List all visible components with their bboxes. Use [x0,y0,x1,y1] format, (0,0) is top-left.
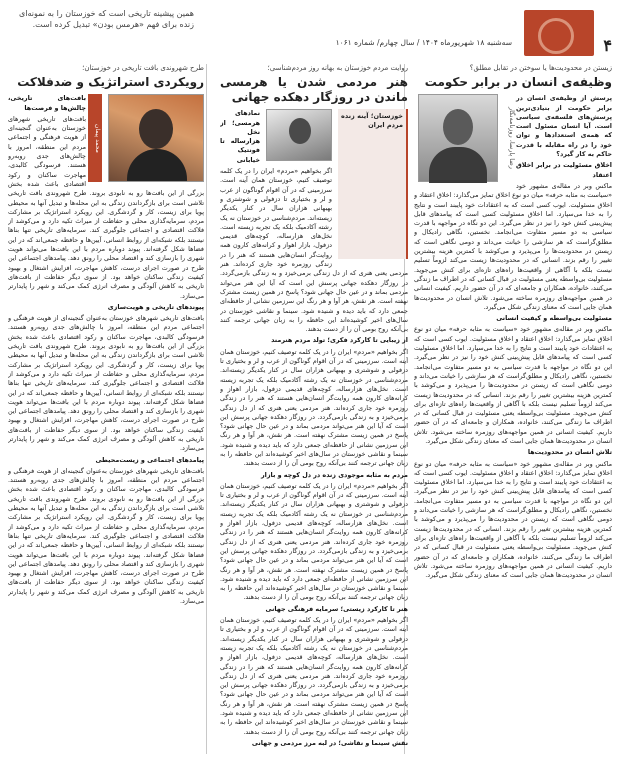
article-subhead: مردم به مثابه موجودی زنده در دل کوچه و بازار [261,470,408,479]
article-body: اگر بخواهیم «مردم» ایران را در یک کلمه توصیف کنیم، خوزستان همان آینه است. سرزمینی که در آن اقوام گوناگون از عرب و لر و بختیاری تا دزفولی و شوشتری و بهبهانی هزاران سال در کنار یکدیگر زیسته‌اند. مردم‌شناسی در خوزستان نه یک رشته آکادمیک بلکه یک تجربه زیسته است. نخل‌های هزارساله، کوچه‌های قدیمی دزفول، بازار اهواز و کرانه‌های کارون همه روایت‌گر انسان‌هایی هستند که هنر را در زندگی روزمره خود جاری کرده‌اند. هنر مردمی یعنی هنری که از دل زندگی برمی‌خیزد و به زندگی بازمی‌گردد. در روزگار دهکده جهانی پرسش این است که آیا این هنر می‌تواند مردمی بماند و در عین حال جهانی شود؟ پاسخ در همین زیست مشترک نهفته است. هر نقش، هر آوا و هر رنگ این سرزمین نشانی از حافظه‌ای جمعی دارد که باید دیده و شنیده شود. سینما و نقاشی خوزستان در سال‌های اخیر کوشیده‌اند این حافظه را به زبان جهانی ترجمه کنند بی‌آنکه روح بومی آن را از دست بدهند. [220,616,408,736]
article-khuzestan-art [220,64,408,754]
issue-line: سه‌شنبه ۱۸ شهریور‌ماه ۱۴۰۴ / سال چهارم/ شماره ۱۰۶۱ [335,38,512,47]
article-subhead: نمادهای هرمسی؛ از نخل هزارساله تا فونتیک خیابانی [220,109,260,164]
author-photo [418,94,498,182]
article-subhead: مسئولیت بی‌واسطه و کیفیت انسانی [496,314,612,323]
column-divider [206,64,207,754]
article-title: رویکردی استراتژیک و ضدفلاکت [17,75,204,90]
article-lead: پرسش از وظیفه‌ی انسان در برابر حکومت از بنیادی‌ترین پرسش‌های فلسفه‌ی سیاسی است. آیا انسان مسئول است که همه‌ی استعدادها و توان خود را در راه مقابله با قدرت حاکم به کار گیرد؟ [516,94,612,159]
article-photo [266,109,332,161]
article-body: ماکس وبر در مقاله‌ی مشهور خود «سیاست به مثابه حرفه» میان دو نوع اخلاق تمایز می‌گذارد: اخلاق اعتقاد و اخلاق مسئولیت. ایوب کسی است که به اعتقادات خود پایبند است و نتایج را به خدا می‌سپارد. اما اخلاق مسئولیت کسی است که پیامدهای قابل پیش‌بینی کنش خود را نیز در نظر می‌گیرد. این دو نگاه در مواجهه با قدرت سیاسی به دو مسیر متفاوت می‌انجامد. نخستین، نگاهی رادیکال و مطلق‌گراست که هر سازشی را خیانت می‌داند و دومی نگاهی است که زیستن در محدودیت‌ها را می‌پذیرد و می‌کوشد با کمترین هزینه بیشترین تغییر را رقم بزند. انسانی که در محدودیت‌ها زیست می‌کند لزوماً تسلیم نیست بلکه با آگاهی از واقعیت‌ها راه‌های تازه‌ای برای کنش می‌جوید. مسئولیت بی‌واسطه یعنی مسئولیت در قبال کسانی که در اطراف ما زندگی می‌کنند، خانواده، همکاران و جامعه‌ای که در آن حضور داریم. کیفیت انسانی در همین مواجهه‌های روزمره ساخته می‌شود. تلاش انسان در محدودیت‌ها همان جایی است که معنای زندگی شکل می‌گیرد. [414,459,612,580]
author-name: محمد پیمان [88,94,102,182]
article-body: بافت‌های تاریخی شهرهای خوزستان به‌عنوان گنجینه‌ای از هویت فرهنگی و اجتماعی مردم این منطقه، امروز با چالش‌های جدی روبه‌رو هستند. فرسودگی کالبدی، مهاجرت ساکنان و رکود اقتصادی باعث شده بخش بزرگی از این بافت‌ها رو به نابودی بروند. طرح شهروندی بافت تاریخی تلاشی است برای بازگرداندن زندگی به این محله‌ها و تبدیل آنها به محیطی پویا برای زیست، کار و گردشگری. این رویکرد استراتژیک بر مشارکت مردم، سرمایه‌گذاری محلی و حفاظت از میراث تکیه دارد و می‌کوشد از فلاکت اقتصادی و اجتماعی جلوگیری کند. سرمایه‌های تاریخی تنها بناها نیستند بلکه شبکه‌ای از روابط انسانی، آیین‌ها و حافظه جمعی‌اند که در این فضاها شکل گرفته‌اند. پیوند دوباره مردم با این بافت‌ها می‌تواند هویت شهری را بازسازی کند و اقتصاد محلی را رونق دهد. پیامدهای اجتماعی این طرح در صورت اجرای درست، کاهش مهاجرت، افزایش اشتغال و بهبود کیفیت زندگی ساکنان خواهد بود. از سوی دیگر حفاظت از بافت‌های تاریخی به کاهش آلودگی و مصرف انرژی کمک می‌کند و شهر را پایدارتر می‌سازد. [8,114,204,300]
article-body: اگر بخواهیم «مردم» ایران را در یک کلمه توصیف کنیم، خوزستان همان آینه است. سرزمینی که در آن اقوام گوناگون از عرب و لر و بختیاری تا دزفولی و شوشتری و بهبهانی هزاران سال در کنار یکدیگر زیسته‌اند. مردم‌شناسی در خوزستان نه یک رشته آکادمیک بلکه یک تجربه زیسته است. نخل‌های هزارساله، کوچه‌های قدیمی دزفول، بازار اهواز و کرانه‌های کارون همه روایت‌گر انسان‌هایی هستند که هنر را در زندگی روزمره خود جاری کرده‌اند. هنر مردمی یعنی هنری که از دل زندگی برمی‌خیزد و به زندگی بازمی‌گردد. در روزگار دهکده جهانی پرسش این است که آیا این هنر می‌تواند مردمی بماند و در عین حال جهانی شود؟ پاسخ در همین زیست مشترک نهفته است. هر نقش، هر آوا و هر رنگ این سرزمین نشانی از حافظه‌ای جمعی دارد که باید دیده و شنیده شود. سینما و نقاشی خوزستان در سال‌های اخیر کوشیده‌اند این حافظه را به زبان جهانی ترجمه کنند بی‌آنکه روح بومی آن را از دست بدهند. [220,167,408,334]
author-photo [108,94,204,182]
article-kicker: زیستن در محدودیت‌ها یا سوختن در تقابل مطلق؟ [469,64,612,72]
page-header [8,8,612,54]
article-subhead: نقش سینما و نقاشی؛ در لبه مرز مردمی و جهانی [251,738,408,747]
article-ethics [414,64,612,754]
article-subhead: هنر تا کارکرد زیستی؛ سرمایه فرهنگی جهانی [265,604,408,613]
article-body: بافت‌های تاریخی شهرهای خوزستان به‌عنوان گنجینه‌ای از هویت فرهنگی و اجتماعی مردم این منطقه، امروز با چالش‌های جدی روبه‌رو هستند. فرسودگی کالبدی، مهاجرت ساکنان و رکود اقتصادی باعث شده بخش بزرگی از این بافت‌ها رو به نابودی بروند. طرح شهروندی بافت تاریخی تلاشی است برای بازگرداندن زندگی به این محله‌ها و تبدیل آنها به محیطی پویا برای زیست، کار و گردشگری. این رویکرد استراتژیک بر مشارکت مردم، سرمایه‌گذاری محلی و حفاظت از میراث تکیه دارد و می‌کوشد از فلاکت اقتصادی و اجتماعی جلوگیری کند. سرمایه‌های تاریخی تنها بناها نیستند بلکه شبکه‌ای از روابط انسانی، آیین‌ها و حافظه جمعی‌اند که در این فضاها شکل گرفته‌اند. پیوند دوباره مردم با این بافت‌ها می‌تواند هویت شهری را بازسازی کند و اقتصاد محلی را رونق دهد. پیامدهای اجتماعی این طرح در صورت اجرای درست، کاهش مهاجرت، افزایش اشتغال و بهبود کیفیت زندگی ساکنان خواهد بود. از سوی دیگر حفاظت از بافت‌های تاریخی به کاهش آلودگی و مصرف انرژی کمک می‌کند و شهر را پایدارتر می‌سازد. [8,314,204,453]
article-body: اگر بخواهیم «مردم» ایران را در یک کلمه توصیف کنیم، خوزستان همان آینه است. سرزمینی که در آن اقوام گوناگون از عرب و لر و بختیاری تا دزفولی و شوشتری و بهبهانی هزاران سال در کنار یکدیگر زیسته‌اند. مردم‌شناسی در خوزستان نه یک رشته آکادمیک بلکه یک تجربه زیسته است. نخل‌های هزارساله، کوچه‌های قدیمی دزفول، بازار اهواز و کرانه‌های کارون همه روایت‌گر انسان‌هایی هستند که هنر را در زندگی روزمره خود جاری کرده‌اند. هنر مردمی یعنی هنری که از دل زندگی برمی‌خیزد و به زندگی بازمی‌گردد. در روزگار دهکده جهانی پرسش این است که آیا این هنر می‌تواند مردمی بماند و در عین حال جهانی شود؟ پاسخ در همین زیست مشترک نهفته است. هر نقش، هر آوا و هر رنگ این سرزمین نشانی از حافظه‌ای جمعی دارد که باید دیده و شنیده شود. سینما و نقاشی خوزستان در سال‌های اخیر کوشیده‌اند این حافظه را به زبان جهانی ترجمه کنند بی‌آنکه روح بومی آن را از دست بدهند. [220,481,408,602]
article-subhead: از زیبایی تا کارکرد فکری؛ تولد مردم هنرمند [271,336,408,345]
article-subhead: پیوندهای تاریخی و هویت‌سازی [107,302,204,311]
article-kicker: طرح شهروندی بافت تاریخی در خوزستان؛ [82,64,204,72]
author-name: رضا پارسا، روزنامه‌نگار [508,107,516,170]
header-quote: همین پیشینه تاریخی است که خوزستان را به نمونه‌ای زنده برای فهم «هرمس بودن» تبدیل کرده است. [18,9,194,29]
article-historic-fabric [8,64,204,754]
article-body: ماکس وبر در مقاله‌ی مشهور خود «سیاست به مثابه حرفه» میان دو نوع اخلاق تمایز می‌گذارد: اخلاق اعتقاد و اخلاق مسئولیت. ایوب کسی است که به اعتقادات خود پایبند است و نتایج را به خدا می‌سپارد. اما اخلاق مسئولیت کسی است که پیامدهای قابل پیش‌بینی کنش خود را نیز در نظر می‌گیرد. این دو نگاه در مواجهه با قدرت سیاسی به دو مسیر متفاوت می‌انجامد. نخستین، نگاهی رادیکال و مطلق‌گراست که هر سازشی را خیانت می‌داند و دومی نگاهی است که زیستن در محدودیت‌ها را می‌پذیرد و می‌کوشد با کمترین هزینه بیشترین تغییر را رقم بزند. انسانی که در محدودیت‌ها زیست می‌کند لزوماً تسلیم نیست بلکه با آگاهی از واقعیت‌ها راه‌های تازه‌ای برای کنش می‌جوید. مسئولیت بی‌واسطه یعنی مسئولیت در قبال کسانی که در اطراف ما زندگی می‌کنند، خانواده، همکاران و جامعه‌ای که در آن حضور داریم. کیفیت انسانی در همین مواجهه‌های روزمره ساخته می‌شود. تلاش انسان در محدودیت‌ها همان جایی است که معنای زندگی شکل می‌گیرد. [414,325,612,445]
article-subhead: تلاش انسان در محدودیت‌ها [527,448,612,457]
pull-quote-box: خوزستان؛ آینه زنده مردم ایران [338,109,408,259]
newspaper-logo [524,10,594,56]
article-body: اگر بخواهیم «مردم» ایران را در یک کلمه توصیف کنیم، خوزستان همان آینه است. سرزمینی که در آن اقوام گوناگون از عرب و لر و بختیاری تا دزفولی و شوشتری و بهبهانی هزاران سال در کنار یکدیگر زیسته‌اند. مردم‌شناسی در خوزستان نه یک رشته آکادمیک بلکه یک تجربه زیسته است. نخل‌های هزارساله، کوچه‌های قدیمی دزفول، بازار اهواز و کرانه‌های کارون همه روایت‌گر انسان‌هایی هستند که هنر را در زندگی روزمره خود جاری کرده‌اند. هنر مردمی یعنی هنری که از دل زندگی برمی‌خیزد و به زندگی بازمی‌گردد. در روزگار دهکده جهانی پرسش این است که آیا این هنر می‌تواند مردمی بماند و در عین حال جهانی شود؟ پاسخ در همین زیست مشترک نهفته است. هر نقش، هر آوا و هر رنگ این سرزمین نشانی از حافظه‌ای جمعی دارد که باید دیده و شنیده شود. سینما و نقاشی خوزستان در سال‌های اخیر کوشیده‌اند این حافظه را به زبان جهانی ترجمه کنند بی‌آنکه روح بومی آن را از دست بدهند. [220,347,408,468]
page-number: ۴ [603,36,612,55]
article-body: بافت‌های تاریخی شهرهای خوزستان به‌عنوان گنجینه‌ای از هویت فرهنگی و اجتماعی مردم این منطقه، امروز با چالش‌های جدی روبه‌رو هستند. فرسودگی کالبدی، مهاجرت ساکنان و رکود اقتصادی باعث شده بخش بزرگی از این بافت‌ها رو به نابودی بروند. طرح شهروندی بافت تاریخی تلاشی است برای بازگرداندن زندگی به این محله‌ها و تبدیل آنها به محیطی پویا برای زیست، کار و گردشگری. این رویکرد استراتژیک بر مشارکت مردم، سرمایه‌گذاری محلی و حفاظت از میراث تکیه دارد و می‌کوشد از فلاکت اقتصادی و اجتماعی جلوگیری کند. سرمایه‌های تاریخی تنها بناها نیستند بلکه شبکه‌ای از روابط انسانی، آیین‌ها و حافظه جمعی‌اند که در این فضاها شکل گرفته‌اند. پیوند دوباره مردم با این بافت‌ها می‌تواند هویت شهری را بازسازی کند و اقتصاد محلی را رونق دهد. پیامدهای اجتماعی این طرح در صورت اجرای درست، کاهش مهاجرت، افزایش اشتغال و بهبود کیفیت زندگی ساکنان خواهد بود. از سوی دیگر حفاظت از بافت‌های تاریخی به کاهش آلودگی و مصرف انرژی کمک می‌کند و شهر را پایدارتر می‌سازد. [8,466,204,606]
article-title: وظیفه‌ی انسان در برابر حکومت [424,75,612,90]
article-title: هنر مردمی شدن یا هرمسی ماندن در روزگار دهکده جهانی [220,75,408,105]
article-subhead: پیامدهای اجتماعی و زیست‌محیطی [95,455,204,464]
article-kicker: روایت مردم خوزستان به بهانه روز مردم‌شناسی؛ [267,64,408,72]
article-subhead: اخلاق مسئولیت در برابر اخلاق اعتقاد [516,161,612,179]
article-subhead: بافت‌های تاریخی، چالش‌ها و فرصت‌ها [8,94,86,112]
article-body: ماکس وبر در مقاله‌ی مشهور خود «سیاست به مثابه حرفه» میان دو نوع اخلاق تمایز می‌گذارد: اخلاق اعتقاد و اخلاق مسئولیت. ایوب کسی است که به اعتقادات خود پایبند است و نتایج را به خدا می‌سپارد. اما اخلاق مسئولیت کسی است که پیامدهای قابل پیش‌بینی کنش خود را نیز در نظر می‌گیرد. این دو نگاه در مواجهه با قدرت سیاسی به دو مسیر متفاوت می‌انجامد. نخستین، نگاهی رادیکال و مطلق‌گراست که هر سازشی را خیانت می‌داند و دومی نگاهی است که زیستن در محدودیت‌ها را می‌پذیرد و می‌کوشد با کمترین هزینه بیشترین تغییر را رقم بزند. انسانی که در محدودیت‌ها زیست می‌کند لزوماً تسلیم نیست بلکه با آگاهی از واقعیت‌ها راه‌های تازه‌ای برای کنش می‌جوید. مسئولیت بی‌واسطه یعنی مسئولیت در قبال کسانی که در اطراف ما زندگی می‌کنند، خانواده، همکاران و جامعه‌ای که در آن حضور داریم. کیفیت انسانی در همین مواجهه‌های روزمره ساخته می‌شود. تلاش انسان در محدودیت‌ها همان جایی است که معنای زندگی شکل می‌گیرد. [414,181,612,311]
